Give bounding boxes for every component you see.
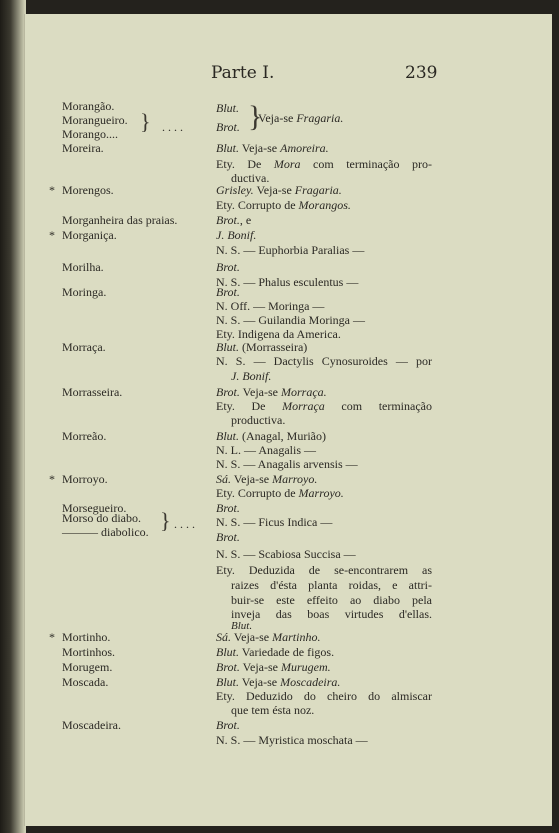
entry-line: Brot. <box>216 501 240 515</box>
entry-asterisk: * <box>49 630 55 644</box>
entry-line: Brot. <box>216 285 240 299</box>
entry-line: N. S. — Ficus Indica — <box>216 515 333 529</box>
headword: Morraça. <box>62 340 106 354</box>
entry-line: Brot. <box>216 718 240 732</box>
entry-asterisk: * <box>49 472 55 486</box>
entry-line: Brot. <box>216 530 240 544</box>
entry-line: Blut. (Morrasseira) <box>216 340 308 354</box>
entry-line: Grisley. Veja-se Fragaria. <box>216 183 342 197</box>
entry-line: inveja das boas virtudes d'ellas. <box>231 607 432 621</box>
entry-line: J. Bonif. <box>231 369 272 383</box>
entry-asterisk: * <box>49 228 55 242</box>
entry-line: N. L. — Anagalis — <box>216 443 316 457</box>
entry-line: buir-se este effeito ao diabo pela <box>231 593 432 607</box>
headword: Morango.... <box>62 127 118 141</box>
headword: Mortinhos. <box>62 645 116 659</box>
entry-line: ductiva. <box>231 171 270 185</box>
entry-line: J. Bonif. <box>216 228 257 242</box>
entry-line: N. S. — Anagalis arvensis — <box>216 457 358 471</box>
entry-line: Sá. Veja-se Martinho. <box>216 630 321 644</box>
running-head: Parte I. <box>211 63 275 83</box>
headword: Mortinho. <box>62 630 111 644</box>
entry-line: N. S. — Phalus esculentus — <box>216 275 359 289</box>
headword: ——— diabolico. <box>62 525 149 539</box>
entry-text: Veja-se Fragaria. <box>258 111 344 125</box>
entry-line: N. S. — Euphorbia Paralias — <box>216 243 365 257</box>
headword: Morganiça. <box>62 228 117 242</box>
entry-line: N. S. — Guilandia Moringa — <box>216 313 365 327</box>
source-abbrev: Brot. <box>216 120 240 134</box>
headword: Moscadeira. <box>62 718 121 732</box>
headword: Moscada. <box>62 675 109 689</box>
entry-line: que tem ésta noz. <box>231 703 315 717</box>
headword: Morrasseira. <box>62 385 123 399</box>
leader-dots: . . . . <box>162 120 183 134</box>
leader-dots: . . . . <box>174 517 195 531</box>
entry-line: Ety. Deduzida de se-encontrarem as <box>216 563 432 577</box>
entry-line: Ety. Corrupto de Marroyo. <box>216 486 344 500</box>
source-abbrev: Blut. <box>216 101 239 115</box>
entry-line: Brot. Veja-se Morraça. <box>216 385 327 399</box>
headword: Morsegueiro. <box>62 501 127 515</box>
headword: Morreão. <box>62 429 107 443</box>
entry-line: Blut. Veja-se Moscadeira. <box>216 675 341 689</box>
entry-line: productiva. <box>231 413 286 427</box>
entry-line: Brot., e <box>216 213 252 227</box>
headword: Morugem. <box>62 660 113 674</box>
page-number: 239 <box>405 63 438 83</box>
entry-line: Ety. De Mora com terminação pro- <box>216 157 432 171</box>
entry-line: N. S. — Scabiosa Succisa — <box>216 547 356 561</box>
entry-line: Ety. Corrupto de Morangos. <box>216 198 351 212</box>
entry-line: N. S. — Dactylis Cynosuroides — por <box>216 354 432 368</box>
headword: Morengos. <box>62 183 114 197</box>
book-spine-shadow <box>0 0 26 833</box>
entry-line: Brot. <box>216 260 240 274</box>
headword: Morangueiro. <box>62 113 128 127</box>
entry-line: N. S. — Myristica moschata — <box>216 733 368 747</box>
entry-asterisk: * <box>49 183 55 197</box>
headword: Moringa. <box>62 285 107 299</box>
entry-line: Ety. De Morraça com terminação <box>216 399 432 413</box>
entry-line: Blut. Variedade de figos. <box>216 645 335 659</box>
entry-line: raizes d'ésta planta roidas, e attri- <box>231 578 432 592</box>
entry-line: Ety. Indigena da America. <box>216 327 341 341</box>
headword: Moreira. <box>62 141 104 155</box>
brace-symbol: } <box>160 508 171 533</box>
left-brace-symbol: } <box>140 109 151 134</box>
entry-line: N. Off. — Moringa — <box>216 299 325 313</box>
headword: Morroyo. <box>62 472 108 486</box>
headword: Morso do diabo. <box>62 511 141 525</box>
right-brace-symbol: } <box>248 100 263 133</box>
entry-line: Blut. Veja-se Amoreira. <box>216 141 329 155</box>
headword: Morangão. <box>62 99 115 113</box>
entry-line: Sá. Veja-se Marroyo. <box>216 472 318 486</box>
headword: Morilha. <box>62 260 104 274</box>
entry-line: Blut. (Anagal, Murião) <box>216 429 326 443</box>
entry-line: Ety. Deduzido do cheiro do almiscar <box>216 689 432 703</box>
headword: Morganheira das praias. <box>62 213 178 227</box>
entry-line: Brot. Veja-se Murugem. <box>216 660 331 674</box>
entry-line: Blut. <box>231 620 253 632</box>
